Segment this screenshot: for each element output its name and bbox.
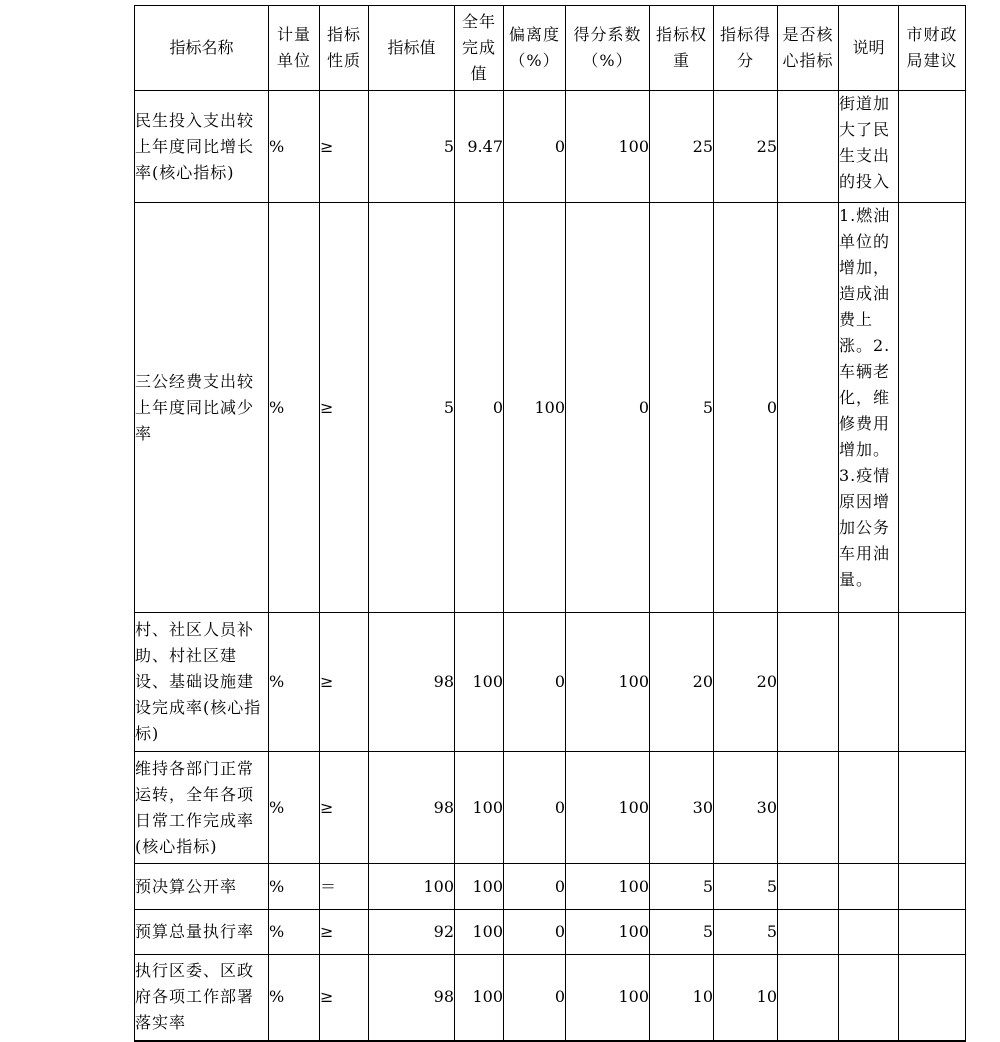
weight-cell: 10	[650, 955, 714, 1041]
core-cell	[778, 613, 839, 752]
target-cell: 100	[369, 864, 455, 910]
deviation-cell: 0	[504, 613, 566, 752]
header-score: 指标得分	[714, 6, 778, 91]
indicator-name: 执行区委、区政府各项工作部署落实率	[135, 955, 269, 1041]
table-row	[135, 910, 966, 955]
unit-cell: %	[269, 955, 320, 1041]
coefficient-cell: 100	[566, 864, 650, 910]
header-remark: 说明	[839, 6, 899, 91]
target-cell: 5	[369, 91, 455, 203]
indicator-name: 三公经费支出较上年度同比减少率	[135, 203, 269, 613]
score-cell: 5	[714, 864, 778, 910]
header-deviation: 偏离度（%）	[504, 6, 566, 91]
remark-cell	[839, 910, 899, 955]
remark-cell	[839, 613, 899, 752]
suggestion-cell	[899, 864, 966, 910]
deviation-cell: 0	[504, 955, 566, 1041]
unit-cell: %	[269, 864, 320, 910]
table-row	[135, 203, 966, 613]
actual-cell: 0	[455, 203, 504, 613]
header-score-coefficient: 得分系数（%）	[566, 6, 650, 91]
remark-cell	[839, 955, 899, 1041]
weight-cell: 20	[650, 613, 714, 752]
core-cell	[778, 864, 839, 910]
header-core-indicator: 是否核心指标	[778, 6, 839, 91]
coefficient-cell: 100	[566, 613, 650, 752]
nature-cell: ≥	[320, 752, 369, 864]
unit-cell: %	[269, 91, 320, 203]
indicator-name: 预决算公开率	[135, 864, 269, 910]
weight-cell: 25	[650, 91, 714, 203]
table-row	[135, 752, 966, 864]
header-weight: 指标权重	[650, 6, 714, 91]
coefficient-cell: 100	[566, 955, 650, 1041]
target-cell: 98	[369, 955, 455, 1041]
table-row	[135, 91, 966, 203]
remark-cell: 街道加大了民生支出的投入	[839, 91, 899, 203]
header-unit: 计量单位	[269, 6, 320, 91]
weight-cell: 5	[650, 910, 714, 955]
remark-cell: 1.燃油单位的增加，造成油费上涨。2.车辆老化，维修费用增加。3.疫情原因增加公务车用油量。	[839, 203, 899, 613]
target-cell: 5	[369, 203, 455, 613]
suggestion-cell	[899, 752, 966, 864]
indicator-name: 村、社区人员补助、村社区建设、基础设施建设完成率(核心指标)	[135, 613, 269, 752]
nature-cell: ≥	[320, 910, 369, 955]
target-cell: 98	[369, 752, 455, 864]
performance-indicator-table	[134, 5, 966, 1042]
actual-cell: 9.47	[455, 91, 504, 203]
nature-cell: ≥	[320, 955, 369, 1041]
header-target-value: 指标值	[369, 6, 455, 91]
core-cell	[778, 955, 839, 1041]
header-actual-value: 全年完成值	[455, 6, 504, 91]
actual-cell: 100	[455, 613, 504, 752]
coefficient-cell: 100	[566, 752, 650, 864]
header-finance-suggestion: 市财政局建议	[899, 6, 966, 91]
score-cell: 10	[714, 955, 778, 1041]
suggestion-cell	[899, 955, 966, 1041]
indicator-name: 民生投入支出较上年度同比增长率(核心指标)	[135, 91, 269, 203]
table-row	[135, 613, 966, 752]
coefficient-cell: 100	[566, 910, 650, 955]
nature-cell: ≥	[320, 613, 369, 752]
core-cell	[778, 203, 839, 613]
core-cell	[778, 910, 839, 955]
deviation-cell: 0	[504, 910, 566, 955]
remark-cell	[839, 864, 899, 910]
suggestion-cell	[899, 613, 966, 752]
suggestion-cell	[899, 91, 966, 203]
coefficient-cell: 0	[566, 203, 650, 613]
score-cell: 30	[714, 752, 778, 864]
unit-cell: %	[269, 203, 320, 613]
indicator-name: 预算总量执行率	[135, 910, 269, 955]
target-cell: 98	[369, 613, 455, 752]
actual-cell: 100	[455, 864, 504, 910]
target-cell: 92	[369, 910, 455, 955]
score-cell: 25	[714, 91, 778, 203]
header-nature: 指标性质	[320, 6, 369, 91]
actual-cell: 100	[455, 752, 504, 864]
header-indicator-name: 指标名称	[135, 6, 269, 91]
unit-cell: %	[269, 613, 320, 752]
score-cell: 5	[714, 910, 778, 955]
suggestion-cell	[899, 203, 966, 613]
weight-cell: 30	[650, 752, 714, 864]
remark-cell	[839, 752, 899, 864]
core-cell	[778, 91, 839, 203]
table-row	[135, 955, 966, 1041]
core-cell	[778, 752, 839, 864]
table-row	[135, 864, 966, 910]
coefficient-cell: 100	[566, 91, 650, 203]
score-cell: 0	[714, 203, 778, 613]
deviation-cell: 100	[504, 203, 566, 613]
unit-cell: %	[269, 752, 320, 864]
indicator-name: 维持各部门正常运转，全年各项日常工作完成率(核心指标)	[135, 752, 269, 864]
deviation-cell: 0	[504, 91, 566, 203]
score-cell: 20	[714, 613, 778, 752]
weight-cell: 5	[650, 864, 714, 910]
weight-cell: 5	[650, 203, 714, 613]
nature-cell: ≥	[320, 203, 369, 613]
header-row	[135, 6, 966, 91]
nature-cell: ＝	[320, 864, 369, 910]
deviation-cell: 0	[504, 752, 566, 864]
actual-cell: 100	[455, 910, 504, 955]
nature-cell: ≥	[320, 91, 369, 203]
suggestion-cell	[899, 910, 966, 955]
unit-cell: %	[269, 910, 320, 955]
deviation-cell: 0	[504, 864, 566, 910]
actual-cell: 100	[455, 955, 504, 1041]
